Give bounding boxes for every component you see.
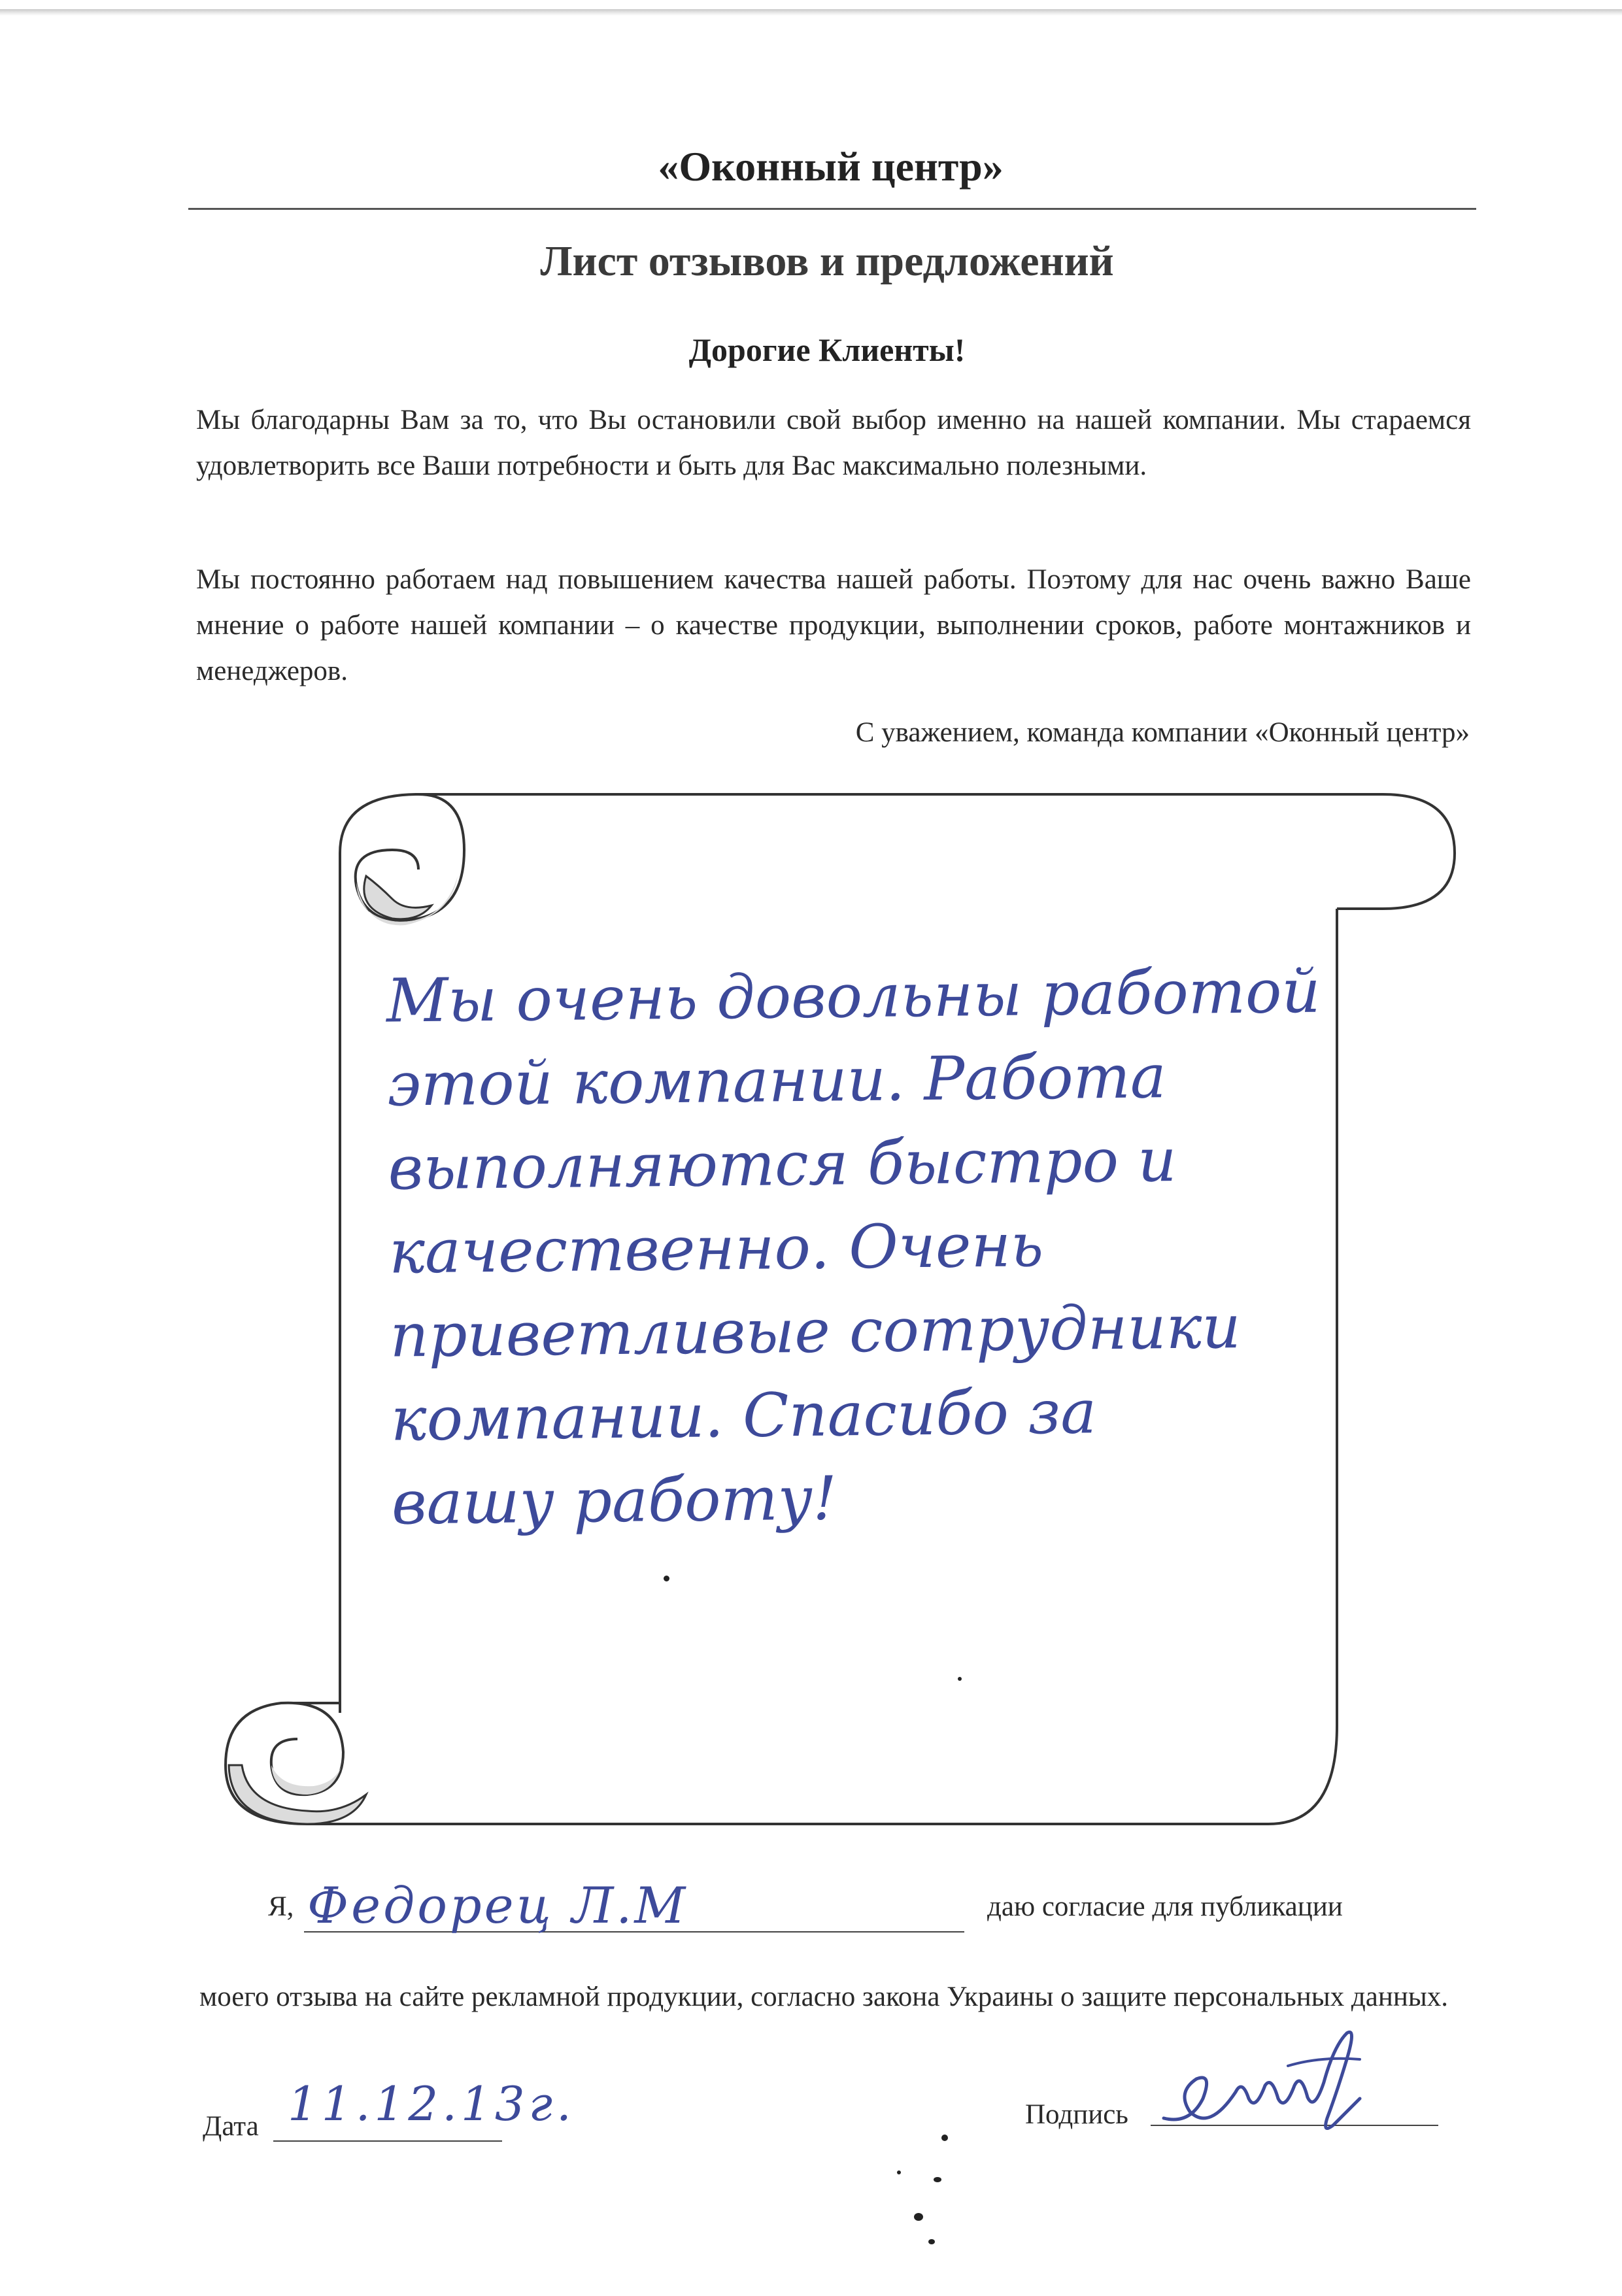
handwritten-name: Федорец Л.М [307, 1876, 688, 1934]
review-line: Мы очень довольны работой [386, 956, 1321, 1036]
page-top-edge [0, 9, 1622, 16]
date-label: Дата [203, 2111, 259, 2142]
consent-continuation: моего отзыва на сайте рекламной продукции, согласно закона Украины о защите персональных данных. [199, 1982, 1449, 2012]
intro-paragraph-2: Мы постоянно работаем над повышением качества нашей работы. Поэтому для нас очень важно Ваше мнение о работе нашей компании – о качестве продукции, выполнении сроков, работе монтажников и менеджеров. [196, 564, 1471, 686]
ink-speck [664, 1576, 669, 1581]
consent-prefix: Я, [268, 1891, 294, 1922]
consent-suffix: даю согласие для публикации [987, 1891, 1343, 1922]
intro-paragraph-1: Мы благодарны Вам за то, что Вы остановили свой выбор именно на нашей компании. Мы стараемся удовлетворить все Ваши потребности и быть для Вас максимально полезными. [196, 405, 1471, 481]
ink-speck [941, 2135, 948, 2141]
review-line: выполняются быстро и [388, 1124, 1177, 1204]
ink-speck [934, 2177, 941, 2182]
ink-speck [897, 2170, 901, 2174]
ink-speck [958, 1677, 962, 1681]
handwritten-review [386, 949, 1340, 1545]
page-title: Лист отзывов и предложений [540, 237, 1114, 285]
regards-line: С уважением, команда компании «Оконный центр» [855, 717, 1470, 748]
signature-mark [1151, 2020, 1425, 2151]
review-line: этой компании. Работа [386, 1041, 1167, 1120]
handwritten-date: 11.12.13г. [288, 2076, 575, 2131]
review-line: качественно. Очень [388, 1210, 1044, 1287]
greeting: Дорогие Клиенты! [688, 331, 966, 368]
review-line: компании. Спасибо за [390, 1377, 1097, 1455]
header-divider [188, 208, 1476, 210]
signature-label: Подпись [1025, 2099, 1128, 2130]
company-name: «Оконный центр» [658, 143, 1004, 190]
ink-speck [928, 2239, 935, 2244]
ink-speck [914, 2213, 923, 2221]
review-line: вашу работу! [391, 1463, 837, 1538]
review-line: приветливые сотрудники [389, 1291, 1242, 1371]
